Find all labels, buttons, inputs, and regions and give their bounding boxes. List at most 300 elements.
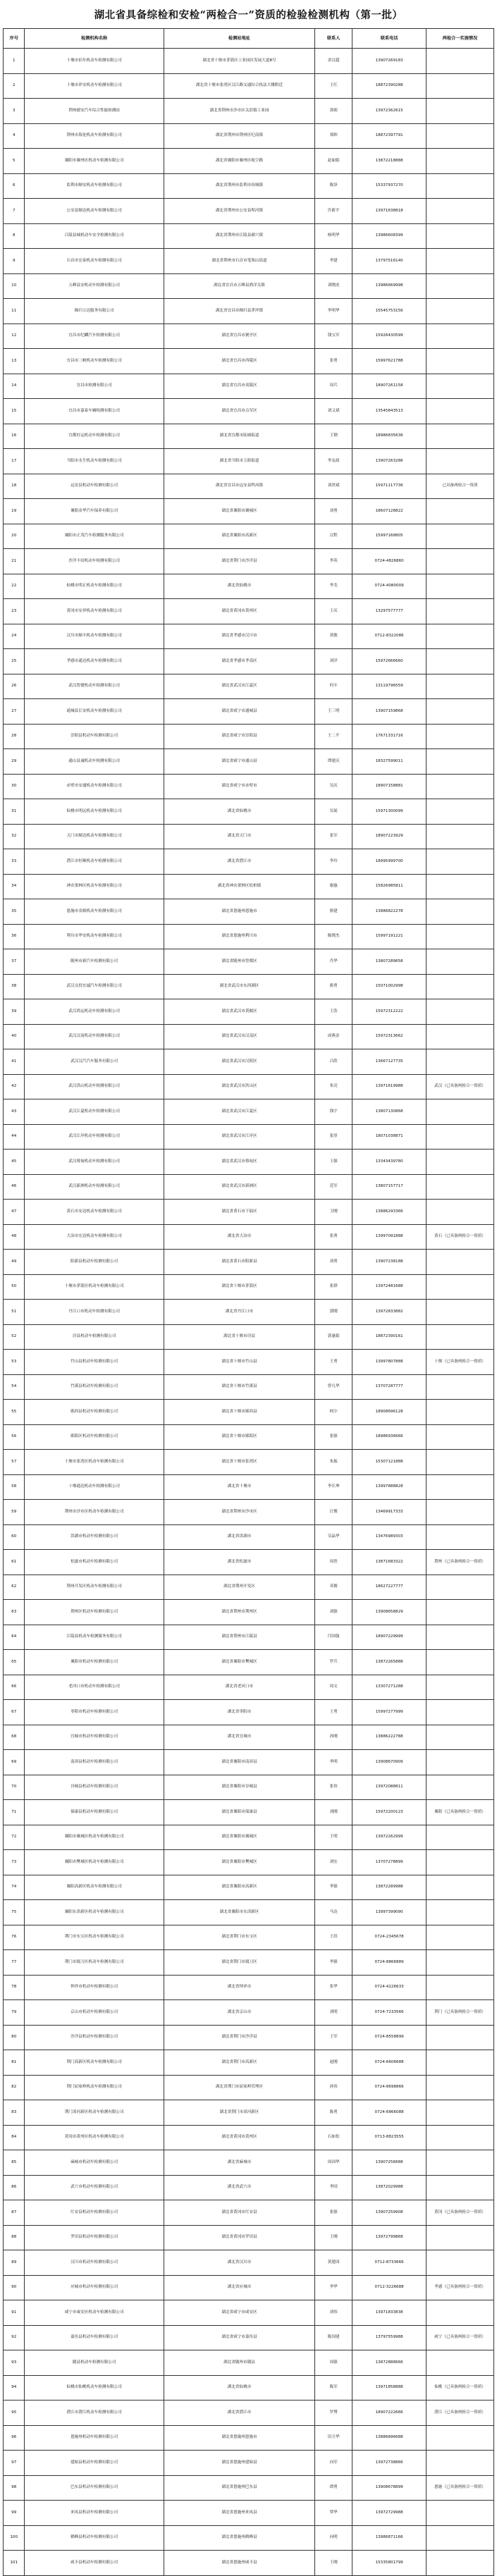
cell-seq: 19 <box>4 499 25 524</box>
cell-name: 谷城县机动车检测有限公司 <box>25 1775 164 1800</box>
cell-note <box>427 574 494 599</box>
cell-contact: 张军 <box>315 824 352 849</box>
cell-seq: 73 <box>4 1850 25 1875</box>
cell-contact: 刘伟 <box>315 2300 352 2326</box>
cell-seq: 86 <box>4 2175 25 2200</box>
table-row <box>4 1650 494 1675</box>
cell-contact: 李友政 <box>315 449 352 474</box>
cell-contact: 张厚 <box>315 1124 352 1150</box>
cell-address: 湖北省当阳市玉阳街道 <box>164 449 314 474</box>
cell-seq: 23 <box>4 599 25 624</box>
cell-name: 松滋市机动车检测有限公司 <box>25 1550 164 1575</box>
table-row <box>4 824 494 849</box>
cell-name: 丹江口市机动车检测有限公司 <box>25 1300 164 1325</box>
cell-contact: 王钢 <box>315 424 352 449</box>
cell-note <box>427 1524 494 1550</box>
cell-note: 十堰（已具备两检合一资质） <box>427 1350 494 1375</box>
cell-name: 武汉智捷机动车检测有限公司 <box>25 674 164 699</box>
cell-address: 湖北省荆州市江陵县 <box>164 1625 314 1650</box>
cell-phone: 15971117736 <box>352 474 427 499</box>
cell-phone: 13997888828 <box>352 1474 427 1500</box>
cell-phone: 15335801799 <box>352 2551 427 2576</box>
cell-seq: 37 <box>4 949 25 975</box>
cell-address: 湖北省武汉市江夏区 <box>164 1099 314 1125</box>
cell-name: 宜昌市嘉泰车辆检测有限公司 <box>25 399 164 424</box>
page-title: 湖北省具备综检和安检“两检合一”资质的检验检测机构（第一批） <box>94 8 403 21</box>
cell-address: 湖北省荆门市掇刀区 <box>164 1950 314 1976</box>
cell-seq: 76 <box>4 1925 25 1950</box>
cell-seq: 97 <box>4 2451 25 2476</box>
cell-phone: 18872390161 <box>352 1324 427 1350</box>
table-row <box>4 574 494 599</box>
cell-contact: 钱宇 <box>315 1099 352 1125</box>
cell-address: 湖北省荆州市沙市区关沮镇工业园 <box>164 99 314 124</box>
cell-address: 湖北省咸宁市咸安区 <box>164 2300 314 2326</box>
cell-contact: 石如松 <box>315 2125 352 2150</box>
table-row <box>4 173 494 199</box>
cell-phone: 0712-8322086 <box>352 624 427 649</box>
cell-note <box>427 273 494 299</box>
cell-seq: 40 <box>4 1024 25 1049</box>
cell-address: 湖北省襄阳市樊城区 <box>164 1650 314 1675</box>
cell-note <box>427 173 494 199</box>
cell-name: 洪湖市机动车检测有限公司 <box>25 1524 164 1550</box>
table-row <box>4 199 494 224</box>
table-row <box>4 1950 494 1976</box>
cell-phone: 13469917333 <box>352 1500 427 1525</box>
cell-phone: 15972666660 <box>352 649 427 674</box>
cell-seq: 53 <box>4 1350 25 1375</box>
cell-seq: 20 <box>4 524 25 549</box>
cell-seq: 93 <box>4 2350 25 2376</box>
table-row <box>4 549 494 574</box>
cell-name: 恩施州机动车检测有限公司 <box>25 2425 164 2451</box>
cell-phone: 18907261158 <box>352 374 427 399</box>
cell-seq: 44 <box>4 1124 25 1150</box>
cell-address: 湖北省荆州市监利市容城镇 <box>164 173 314 199</box>
cell-name: 荆州捷安汽车综合性能检测站 <box>25 99 164 124</box>
cell-seq: 81 <box>4 2050 25 2076</box>
cell-contact: 李国 <box>315 2175 352 2200</box>
table-row <box>4 724 494 749</box>
cell-phone: 13886293366 <box>352 1200 427 1225</box>
cell-seq: 49 <box>4 1250 25 1275</box>
cell-name: 襄阳市襄州区机动车检测有限公司 <box>25 149 164 174</box>
table-body <box>4 49 494 2576</box>
cell-seq: 101 <box>4 2551 25 2576</box>
cell-note <box>427 1049 494 1075</box>
cell-name: 仙桃市明远机动车检测有限公司 <box>25 799 164 825</box>
cell-seq: 13 <box>4 349 25 374</box>
cell-name: 武汉蔡甸机动车检测有限公司 <box>25 1150 164 1175</box>
table-row <box>4 1800 494 1825</box>
cell-phone: 18907222666 <box>352 2401 427 2426</box>
cell-contact: 张群 <box>315 1274 352 1300</box>
table-row <box>4 1900 494 1925</box>
cell-seq: 27 <box>4 699 25 725</box>
cell-address: 湖北省武穴市 <box>164 2175 314 2200</box>
table-row <box>4 1274 494 1300</box>
cell-note <box>427 874 494 899</box>
cell-note: 仙桃（已具备两检合一资质） <box>427 2375 494 2401</box>
cell-seq: 99 <box>4 2501 25 2526</box>
cell-seq: 11 <box>4 299 25 324</box>
cell-name: 房县机动车检测有限公司 <box>25 1324 164 1350</box>
cell-seq: 9 <box>4 249 25 274</box>
table-row <box>4 1975 494 2000</box>
cell-seq: 89 <box>4 2250 25 2276</box>
cell-note <box>427 824 494 849</box>
cell-note: 黄石（已具备两检合一资质） <box>427 1224 494 1250</box>
cell-address: 湖北省襄阳市樊城区 <box>164 1850 314 1875</box>
cell-phone: 13972738866 <box>352 2451 427 2476</box>
table-row <box>4 649 494 674</box>
cell-address: 湖北省荆州市石首市笔架山街道 <box>164 249 314 274</box>
cell-seq: 10 <box>4 273 25 299</box>
cell-contact: 王三明 <box>315 699 352 725</box>
cell-contact: 吴晶华 <box>315 1524 352 1550</box>
cell-phone: 17671331716 <box>352 724 427 749</box>
cell-contact: 马达 <box>315 1900 352 1925</box>
cell-address: 湖北省黄石市阳新县 <box>164 1250 314 1275</box>
cell-seq: 41 <box>4 1049 25 1075</box>
cell-contact: 孙伟 <box>315 2075 352 2100</box>
cell-name: 十堰市张湾区机动车检测有限公司 <box>25 1450 164 1475</box>
cell-address: 湖北省宜都市陆城街道 <box>164 424 314 449</box>
cell-name: 大冶市宏达机动车检测有限公司 <box>25 1224 164 1250</box>
header-contact: 联系人 <box>315 29 352 49</box>
cell-name: 襄阳市樊城区机动车检测有限公司 <box>25 1850 164 1875</box>
cell-contact: 肖华 <box>315 949 352 975</box>
cell-name: 当阳市永生机动车检测有限公司 <box>25 449 164 474</box>
cell-note <box>427 1174 494 1200</box>
cell-phone: 15926430599 <box>352 323 427 349</box>
table-row <box>4 1350 494 1375</box>
cell-contact: 许新平 <box>315 199 352 224</box>
cell-seq: 15 <box>4 399 25 424</box>
cell-address: 湖北省随州市曾都区 <box>164 949 314 975</box>
table-row <box>4 1524 494 1550</box>
cell-seq: 12 <box>4 323 25 349</box>
cell-contact: 赵刚 <box>315 2050 352 2076</box>
cell-note <box>427 1725 494 1750</box>
institution-table <box>3 28 494 2576</box>
cell-address: 湖北省宜昌市点军区 <box>164 399 314 424</box>
cell-name: 崇阳县机动车检测有限公司 <box>25 724 164 749</box>
cell-phone: 13972362615 <box>352 99 427 124</box>
cell-note <box>427 99 494 124</box>
cell-seq: 91 <box>4 2300 25 2326</box>
cell-phone: 13907269183 <box>352 49 427 74</box>
cell-phone: 0724-8866889 <box>352 1950 427 1976</box>
cell-seq: 2 <box>4 73 25 99</box>
cell-contact: 陈泽 <box>315 173 352 199</box>
cell-seq: 63 <box>4 1600 25 1625</box>
table-row <box>4 624 494 649</box>
cell-name: 十堰市佰年机动车检测有限公司 <box>25 49 164 74</box>
cell-contact: 李建 <box>315 249 352 274</box>
cell-phone: 15307121888 <box>352 1450 427 1475</box>
cell-seq: 24 <box>4 624 25 649</box>
cell-address: 湖北省应城市 <box>164 2275 314 2300</box>
table-row <box>4 1049 494 1075</box>
cell-name: 武汉交投宏诚汽车检测有限公司 <box>25 974 164 999</box>
cell-address: 湖北省荆州市荆州区 <box>164 1600 314 1625</box>
table-row <box>4 1224 494 1250</box>
table-row <box>4 674 494 699</box>
table-row <box>4 1600 494 1625</box>
table-row <box>4 774 494 799</box>
cell-phone: 15972312222 <box>352 999 427 1025</box>
cell-contact: 王庆 <box>315 599 352 624</box>
cell-seq: 70 <box>4 1775 25 1800</box>
cell-contact: 谭建庆 <box>315 749 352 775</box>
cell-note <box>427 299 494 324</box>
cell-address: 湖北省荆门市东宝区 <box>164 1925 314 1950</box>
cell-name: 巴东县机动车检测有限公司 <box>25 2475 164 2501</box>
cell-note <box>427 974 494 999</box>
cell-address: 湖北省恩施州来凤县 <box>164 2501 314 2526</box>
cell-note <box>427 849 494 875</box>
cell-contact: 刘贵斌 <box>315 474 352 499</box>
cell-name: 宜昌市检测有限公司 <box>25 374 164 399</box>
cell-contact: 刘洋 <box>315 649 352 674</box>
cell-note <box>427 549 494 574</box>
cell-seq: 71 <box>4 1800 25 1825</box>
table-row <box>4 2075 494 2100</box>
cell-seq: 29 <box>4 749 25 775</box>
cell-contact: 柯少 <box>315 1400 352 1425</box>
table-row <box>4 899 494 925</box>
cell-phone: 13807289658 <box>352 949 427 975</box>
cell-phone: 0712-3226688 <box>352 2275 427 2300</box>
cell-name: 武汉洪山机动车检测有限公司 <box>25 1074 164 1099</box>
cell-contact: 周贵 <box>315 1550 352 1575</box>
cell-contact: 刘勇 <box>315 499 352 524</box>
cell-phone: 0724-6866088 <box>352 2100 427 2126</box>
cell-note <box>427 2425 494 2451</box>
cell-name: 应城市机动车检测有限公司 <box>25 2275 164 2300</box>
cell-seq: 47 <box>4 1200 25 1225</box>
cell-phone: 13907238188 <box>352 1250 427 1275</box>
cell-seq: 52 <box>4 1324 25 1350</box>
cell-seq: 90 <box>4 2275 25 2300</box>
cell-contact: 吴庆 <box>315 774 352 799</box>
cell-contact: 周强 <box>315 2350 352 2376</box>
cell-note <box>427 1574 494 1600</box>
cell-phone: 0724-2345678 <box>352 1925 427 1950</box>
header-address: 检测站地址 <box>164 29 314 49</box>
cell-note <box>427 1300 494 1325</box>
table-row <box>4 1574 494 1600</box>
cell-phone: 18872397791 <box>352 123 427 149</box>
header-name: 检测机构名称 <box>25 29 164 49</box>
cell-contact: 向明 <box>315 2525 352 2551</box>
cell-seq: 21 <box>4 549 25 574</box>
cell-phone: 13872218888 <box>352 149 427 174</box>
table-row <box>4 1500 494 1525</box>
cell-address: 湖北省十堰市茅箭区工业园区发展大道8号 <box>164 49 314 74</box>
cell-contact: 向军 <box>315 2451 352 2476</box>
cell-seq: 46 <box>4 1174 25 1200</box>
cell-note <box>427 1274 494 1300</box>
cell-name: 十堰通达机动车检测有限公司 <box>25 1474 164 1500</box>
cell-address: 湖北省荆州市公安县埠河镇 <box>164 199 314 224</box>
cell-note <box>427 1150 494 1175</box>
cell-name: 远安县机动车检测有限公司 <box>25 474 164 499</box>
cell-seq: 83 <box>4 2100 25 2126</box>
cell-note <box>427 1825 494 1850</box>
cell-seq: 17 <box>4 449 25 474</box>
cell-name: 郧西县机动车检测有限公司 <box>25 1400 164 1425</box>
cell-note <box>427 2300 494 2326</box>
table-row <box>4 949 494 975</box>
table-row <box>4 1124 494 1150</box>
cell-phone: 13907256688 <box>352 2150 427 2176</box>
table-row <box>4 2375 494 2401</box>
cell-name: 十堰市茅箭区机动车检测有限公司 <box>25 1274 164 1300</box>
cell-note <box>427 73 494 99</box>
table-row <box>4 2525 494 2551</box>
cell-note <box>427 999 494 1025</box>
cell-name: 荆州市沙市区机动车检测有限公司 <box>25 1500 164 1525</box>
cell-name: 枣阳市机动车检测有限公司 <box>25 1700 164 1725</box>
cell-note <box>427 449 494 474</box>
cell-name: 老河口市机动车检测有限公司 <box>25 1675 164 1700</box>
cell-seq: 59 <box>4 1500 25 1525</box>
cell-name: 武汉江岸机动车检测有限公司 <box>25 1124 164 1150</box>
table-row <box>4 374 494 399</box>
cell-contact: 陈军 <box>315 2375 352 2401</box>
cell-name: 咸丰县机动车检测有限公司 <box>25 2551 164 2576</box>
cell-seq: 75 <box>4 1900 25 1925</box>
cell-address: 湖北省仙桃市 <box>164 799 314 825</box>
cell-note <box>427 1099 494 1125</box>
table-row <box>4 1550 494 1575</box>
table-row <box>4 2401 494 2426</box>
cell-contact: 李华 <box>315 2275 352 2300</box>
cell-seq: 30 <box>4 774 25 799</box>
table-row <box>4 2551 494 2576</box>
cell-address: 湖北省宜昌市远安县鸣凤镇 <box>164 474 314 499</box>
cell-seq: 39 <box>4 999 25 1025</box>
cell-seq: 67 <box>4 1700 25 1725</box>
cell-note <box>427 649 494 674</box>
cell-name: 江陵县机动车检测服务有限公司 <box>25 1625 164 1650</box>
cell-note: 孝感（已具备两检合一资质） <box>427 2275 494 2300</box>
cell-note <box>427 1500 494 1525</box>
table-row <box>4 2300 494 2326</box>
table-row <box>4 749 494 775</box>
cell-address: 湖北省黄冈市罗田县 <box>164 2225 314 2250</box>
cell-contact: 朱振 <box>315 1450 352 1475</box>
cell-name: 荆门市掇刀区机动车检测有限公司 <box>25 1950 164 1976</box>
cell-address: 湖北省宜昌市五峰县渔洋关镇 <box>164 273 314 299</box>
cell-address: 湖北省丹江口市 <box>164 1300 314 1325</box>
cell-address: 湖北省十堰市 <box>164 1474 314 1500</box>
cell-seq: 92 <box>4 2325 25 2350</box>
table-row <box>4 1850 494 1875</box>
cell-note <box>427 2551 494 2576</box>
cell-address: 湖北省荆门市漳河新区 <box>164 2100 314 2126</box>
table-row <box>4 2475 494 2501</box>
cell-name: 来凤县机动车检测有限公司 <box>25 2501 164 2526</box>
cell-note <box>427 1975 494 2000</box>
cell-address: 湖北省老河口市 <box>164 1675 314 1700</box>
cell-phone: 13119796559 <box>352 674 427 699</box>
cell-seq: 7 <box>4 199 25 224</box>
cell-name: 武汉新洲机动车检测有限公司 <box>25 1174 164 1200</box>
cell-address: 湖北省武汉市洪山区 <box>164 1074 314 1099</box>
cell-address: 湖北省黄石市下陆区 <box>164 1200 314 1225</box>
cell-name: 天门市顺达机动车检测有限公司 <box>25 824 164 849</box>
cell-address: 湖北省武汉市江夏区 <box>164 674 314 699</box>
cell-phone: 13971619988 <box>352 1074 427 1099</box>
cell-contact: 张勇 <box>315 1224 352 1250</box>
table-row <box>4 474 494 499</box>
cell-note <box>427 349 494 374</box>
cell-phone: 13907263286 <box>352 449 427 474</box>
cell-note <box>427 2350 494 2376</box>
cell-name: 咸宁市咸安区机动车检测有限公司 <box>25 2300 164 2326</box>
cell-seq: 58 <box>4 1474 25 1500</box>
cell-contact: 王明 <box>315 1825 352 1850</box>
cell-address: 湖北省黄冈市黄州区 <box>164 599 314 624</box>
cell-contact: 陈勇 <box>315 2100 352 2126</box>
cell-phone: 15997191221 <box>352 924 427 949</box>
cell-seq: 5 <box>4 149 25 174</box>
cell-contact: 刘晓虎 <box>315 273 352 299</box>
table-row <box>4 424 494 449</box>
cell-phone: 13886822278 <box>352 899 427 925</box>
cell-phone: 13667127735 <box>352 1049 427 1075</box>
cell-phone: 13908658829 <box>352 1600 427 1625</box>
table-row <box>4 349 494 374</box>
cell-note: 已具备两检合一资质 <box>427 474 494 499</box>
cell-phone: 13297577777 <box>352 599 427 624</box>
cell-note <box>427 1474 494 1500</box>
cell-seq: 4 <box>4 123 25 149</box>
cell-contact: 李强 <box>315 1875 352 1900</box>
cell-address: 湖北省宜昌市西陵区 <box>164 349 314 374</box>
table-row <box>4 1200 494 1225</box>
cell-note <box>427 1424 494 1450</box>
table-row <box>4 249 494 274</box>
cell-name: 竹溪县机动车检测有限公司 <box>25 1374 164 1400</box>
cell-note <box>427 1875 494 1900</box>
cell-address: 湖北省武汉市黄陂区 <box>164 999 314 1025</box>
cell-note <box>427 2501 494 2526</box>
cell-phone: 15337937270 <box>352 173 427 199</box>
cell-name: 京山市机动车检测有限公司 <box>25 2000 164 2026</box>
table-row <box>4 299 494 324</box>
cell-address: 湖北省恩施州恩施市 <box>164 899 314 925</box>
cell-note <box>427 1700 494 1725</box>
cell-name: 沙洋县机动车检测有限公司 <box>25 2025 164 2050</box>
cell-phone: 18327599011 <box>352 749 427 775</box>
cell-contact: 熊建 <box>315 899 352 925</box>
table-row <box>4 1875 494 1900</box>
cell-address: 湖北省武汉市江岸区 <box>164 1124 314 1150</box>
cell-address: 湖北省襄阳市东津新区 <box>164 1900 314 1925</box>
cell-phone: 13707278899 <box>352 1850 427 1875</box>
cell-address: 湖北省黄冈市黄州区 <box>164 2125 314 2150</box>
cell-phone: 13972729988 <box>352 2501 427 2526</box>
cell-seq: 54 <box>4 1374 25 1400</box>
cell-seq: 84 <box>4 2125 25 2150</box>
cell-seq: 33 <box>4 849 25 875</box>
table-row <box>4 2000 494 2026</box>
